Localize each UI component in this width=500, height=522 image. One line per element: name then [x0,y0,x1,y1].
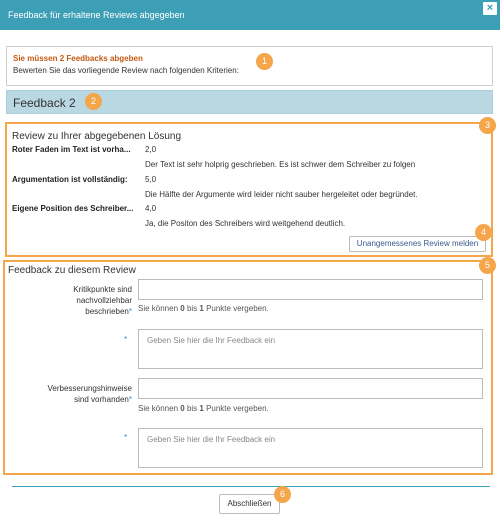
field-label-line: sind vorhanden [74,395,129,404]
feedback-requirement-heading: Sie müssen 2 Feedbacks abgeben [13,54,143,63]
criterion-label: Eigene Position des Schreiber... [12,204,134,213]
close-button[interactable] [483,2,497,15]
callout-badge-6: 6 [274,486,291,503]
hint-min: 0 [180,404,185,413]
criterion-label: Argumentation ist vollständig: [12,175,128,184]
callout-badge-1: 1 [256,53,273,70]
callout-badge-2: 2 [85,93,102,110]
criterion-label: Roter Faden im Text ist vorha... [12,145,131,154]
field-label-line: Kritikpunkte sind [73,285,132,294]
required-marker: * [124,433,128,442]
report-review-button[interactable]: Unangemessenes Review melden [349,236,486,252]
feedback-form-title: Feedback zu diesem Review [8,265,136,276]
required-marker: * [128,395,132,404]
info-box [6,46,493,86]
hint-max: 1 [199,404,204,413]
callout-badge-4: 4 [475,224,492,241]
hint-text: bis [184,304,200,313]
field-label-line: beschrieben [85,307,129,316]
improvement-feedback-textarea[interactable] [138,428,483,468]
improvement-score-input[interactable] [138,378,483,399]
field-label-line: Verbesserungshinweise [47,384,132,393]
footer-divider [12,486,490,487]
hint-min: 0 [180,304,185,313]
feedback-section-header [6,90,493,114]
criticism-feedback-textarea[interactable] [138,329,483,369]
window-titlebar [0,0,500,30]
hint-text: Sie können [138,404,181,413]
feedback-instructions: Bewerten Sie das vorliegende Review nach folgenden Kriterien: [13,66,239,75]
hint-text: Punkte vergeben. [203,404,269,413]
feedback-number-label: Feedback 2 [13,96,76,110]
field-label-line: nachvollziehbar [76,296,132,305]
criterion-score: 4,0 [145,204,157,213]
criterion-comment: Ja, die Positon des Schreibers wird weitgehend deutlich. [145,219,346,228]
required-marker: * [128,307,132,316]
finish-button[interactable]: Abschließen [219,494,280,514]
criterion-comment: Der Text ist sehr holprig geschrieben. Es ist schwer dem Schreiber zu folgen [145,160,416,169]
field-label-improvement [22,383,132,405]
textarea-placeholder: Geben Sie hier die Ihr Feedback ein [147,435,276,444]
textarea-placeholder: Geben Sie hier die Ihr Feedback ein [147,336,276,345]
criterion-score: 5,0 [145,175,157,184]
criticism-score-input[interactable] [138,279,483,300]
callout-badge-5: 5 [479,257,496,274]
field-label-criticism [22,284,132,317]
window-title: Feedback für erhaltene Reviews abgegeben [8,10,185,20]
required-marker: * [124,335,128,344]
hint-text: bis [184,404,200,413]
hint-max: 1 [199,304,204,313]
criterion-score: 2,0 [145,145,157,154]
criterion-comment: Die Hälfte der Argumente wird leider nicht sauber hergeleitet oder begründet. [145,190,418,199]
hint-text: Punkte vergeben. [203,304,269,313]
review-title: Review zu Ihrer abgegebenen Lösung [12,131,182,142]
hint-text: Sie können [138,304,181,313]
callout-badge-3: 3 [479,117,496,134]
criticism-score-hint [138,304,269,313]
improvement-score-hint [138,404,269,413]
close-icon: × [486,2,494,14]
